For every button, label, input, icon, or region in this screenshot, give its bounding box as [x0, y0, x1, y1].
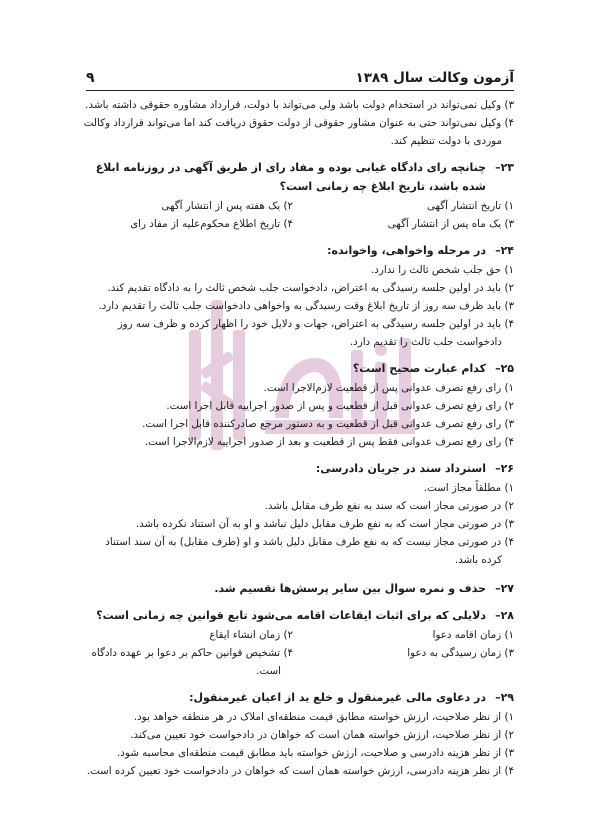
- question-number: ۲۸–: [495, 609, 514, 622]
- option: ۱) رای رفع تصرف عدوانی پس از قطعیت لازم‌الاجرا است.: [263, 382, 514, 394]
- prev-question-option-4: ۴) وکیل نمی‌تواند حتی به عنوان مشاور حقوقی از دولت حقوق دریافت کند اما می‌تواند قرارداد وکالت موردی با دولت تنظیم کند.: [83, 117, 514, 147]
- question-28: [82, 606, 514, 625]
- option: ۳) رای رفع تصرف عدوانی قبل از قطعیت و به دستور مرجع صادرکننده قابل اجرا است.: [142, 418, 514, 430]
- option: ۲) در صورتی مجاز است که سند به نفع طرف مقابل باشد.: [264, 500, 514, 512]
- option: ۱) زمان اقامه دعوا: [432, 629, 514, 641]
- option: ۳) زمان رسیدگی به دعوا: [407, 647, 514, 659]
- question-text: استرداد سند در جریان دادرسی:: [315, 462, 486, 475]
- question-27: [82, 579, 514, 598]
- question-number: ۲۹–: [495, 691, 514, 704]
- question-text: کدام عبارت صحیح است؟: [352, 362, 486, 375]
- option: ۳) در صورتی مجاز است که به نفع طرف مقابل دلیل نباشد و او به آن استناد نکرده باشد.: [135, 518, 514, 530]
- option: ۲) از نظر صلاحیت، ارزش خواسته همان است که خواهان در دادخواست خود تعیین می‌کند.: [130, 729, 514, 741]
- question-23: [82, 158, 514, 196]
- question-23-options: [82, 197, 514, 233]
- option: ۳) از نظر هزینه دادرسی و صلاحیت، ارزش خواسته باید مطابق قیمت منطقه‌ای محاسبه شود.: [117, 747, 514, 759]
- page-header: [86, 64, 514, 91]
- question-number: ۲۴–: [495, 244, 514, 257]
- question-29: [82, 688, 514, 707]
- option: ۴) تشخیص قوانین حاکم بر دعوا بر عهده دادگاه است.: [91, 647, 293, 677]
- option: ۲) یک هفته پس از انتشار آگهی: [161, 200, 293, 212]
- option: ۱) از نظر صلاحیت، ارزش خواسته مطابق قیمت منطقه‌ای املاک در هر منطقه خواهد بود.: [133, 711, 514, 723]
- page-number: ۹: [86, 70, 95, 86]
- option: ۳) یک ماه پس از انتشار آگهی: [387, 218, 514, 230]
- question-number: ۲۳–: [495, 161, 514, 174]
- question-text: چنانچه رای دادگاه غیابی بوده و مفاد رای از طریق آگهی در روزنامه ابلاغ شده باشد، تاریخ ابلاغ چه زمانی است؟: [95, 161, 486, 193]
- question-text: حذف و نمره سوال بین سایر پرسش‌ها تقسیم شد.: [214, 582, 486, 595]
- question-number: ۲۷–: [495, 582, 514, 595]
- option: ۴) تاریخ اطلاع محکوم‌علیه از مفاد رای: [130, 218, 293, 230]
- option: ۲) رای رفع تصرف عدوانی قبل از قطعیت و پس از صدور اجراییه قابل اجرا است.: [166, 400, 514, 412]
- option: ۴) از نظر هزینه دادرسی، ارزش خواسته همان است که خواهان در دادخواست خود تعیین کرده است.: [86, 765, 514, 777]
- question-24: [82, 241, 514, 260]
- prev-question-option-3: ۳) وکیل نمی‌تواند در استخدام دولت باشد ولی می‌تواند با دولت، قرارداد مشاوره حقوقی داشته باشد.: [85, 99, 514, 111]
- page-content: [82, 96, 514, 780]
- option: ۱) تاریخ انتشار آگهی: [426, 200, 514, 212]
- option: ۴) رای رفع تصرف عدوانی فقط پس از قطعیت و بعد از صدور اجراییه لازم‌الاجرا است.: [144, 436, 514, 448]
- question-25: [82, 359, 514, 378]
- question-28-options: [82, 626, 514, 680]
- question-26: [82, 459, 514, 478]
- question-text: دلایلی که برای اثبات ایقاعات اقامه می‌شود تابع قوانین چه زمانی است؟: [96, 609, 486, 622]
- option: ۲) باید در اولین جلسه رسیدگی به اعتراض، دادخواست جلب شخص ثالث را به دادگاه تقدیم کند.: [107, 282, 514, 294]
- option: ۳) باید ظرف سه روز از تاریخ ابلاغ وقت رسیدگی به واخواهی دادخواست جلب ثالث را تقدیم دارد.: [98, 300, 514, 312]
- option: ۱) مطلقاً مجاز است.: [423, 482, 514, 494]
- question-number: ۲۵–: [495, 362, 514, 375]
- exam-title: آزمون وکالت سال ۱۳۸۹: [355, 70, 514, 86]
- option: ۴) باید در اولین جلسه رسیدگی به اعتراض، جهات و دلایل خود را اظهار کرده و ظرف سه روز دادخواست جلب ثالث را تقدیم دارد.: [117, 318, 514, 348]
- option: ۱) حق جلب شخص ثالث را ندارد.: [371, 264, 514, 276]
- option: ۴) در صورتی مجاز نیست که به نفع طرف مقابل دلیل باشد و او (طرف مقابل) به آن سند استناد کرده باشد.: [105, 536, 514, 566]
- question-text: در دعاوی مالی غیرمنقول و خلع ید از اعیان غیرمنقول:: [189, 691, 486, 704]
- question-number: ۲۶–: [495, 462, 514, 475]
- option: ۲) زمان انشاء ایقاع: [209, 629, 293, 641]
- question-text: در مرحله واخواهی، واخوانده:: [327, 244, 486, 257]
